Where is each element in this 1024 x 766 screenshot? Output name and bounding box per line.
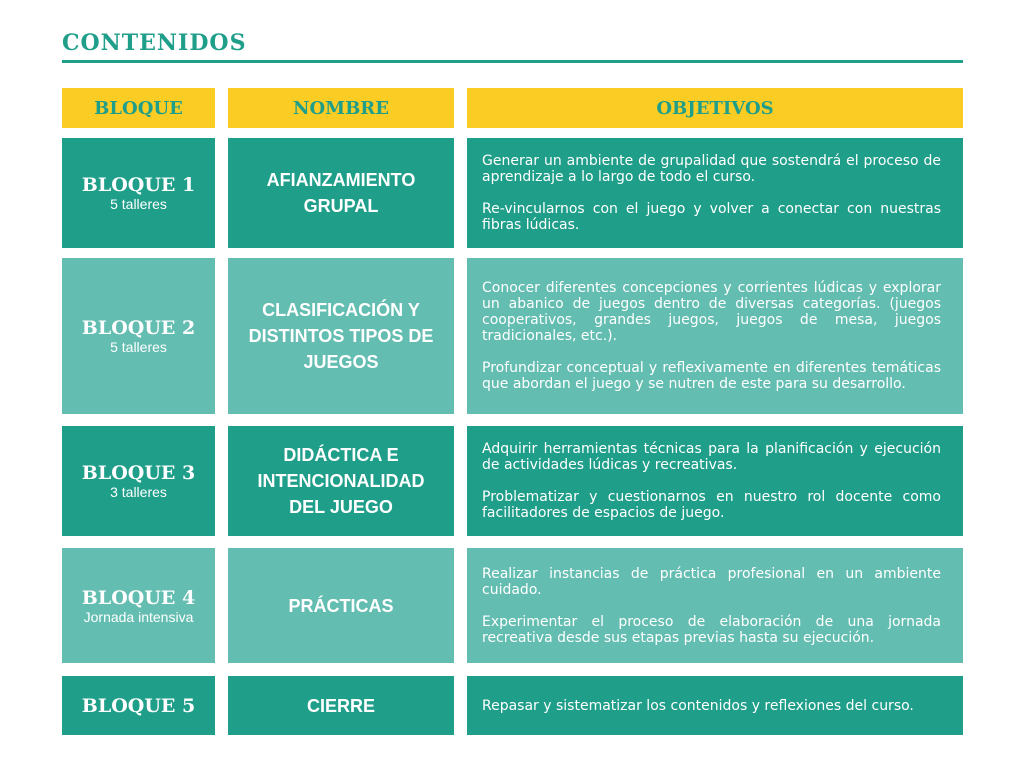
- row-3-bloque: BLOQUE 3: [81, 462, 196, 484]
- row-4-bloque-cell: [62, 548, 215, 663]
- row-3-objetivo-1: Adquirir herramientas técnicas para la planificación y ejecución de actividades lúdicas y recreativas.: [482, 441, 941, 473]
- row-4-objetivo-1: Realizar instancias de práctica profesional en un ambiente cuidado.: [482, 565, 941, 598]
- row-1-bloque-cell: [62, 138, 215, 248]
- row-3-nombre: DIDÁCTICA E INTENCIONALIDAD DEL JUEGO: [257, 445, 425, 517]
- title-divider: [62, 60, 963, 63]
- row-2-nombre-cell: [228, 258, 454, 414]
- row-5-objetivos-cell: [467, 676, 963, 735]
- row-1-bloque: BLOQUE 1: [81, 174, 196, 196]
- row-5-nombre-cell: [228, 676, 454, 735]
- row-5-nombre: CIERRE: [306, 695, 375, 716]
- row-1-objetivo-2: Re-vincularnos con el juego y volver a conectar con nuestras fibras lúdicas.: [482, 201, 941, 233]
- row-1-objetivo-1: Generar un ambiente de grupalidad que sostendrá el proceso de aprendizaje a lo largo de todo el curso.: [482, 153, 941, 185]
- row-3-objetivos-cell: [467, 426, 963, 536]
- row-4-nombre: PRÁCTICAS: [288, 595, 394, 616]
- row-4-bloque: BLOQUE 4: [81, 586, 196, 609]
- row-5-bloque-cell: [62, 676, 215, 735]
- row-5-objetivo-1: Repasar y sistematizar los contenidos y reflexiones del curso.: [482, 697, 914, 714]
- row-2-objetivo-2: Profundizar conceptual y reflexivamente en diferentes temáticas que abordan el juego y se nutren de este para su desarrollo.: [482, 360, 941, 392]
- header-bloque: BLOQUE: [62, 88, 215, 128]
- page-title: CONTENIDOS: [62, 30, 247, 56]
- row-3-objetivo-2: Problematizar y cuestionarnos en nuestro rol docente como facilitadores de espacios de juego.: [482, 489, 941, 521]
- row-1-nombre-cell: [228, 138, 454, 248]
- row-4-objetivos-cell: [467, 548, 963, 663]
- row-3-bloque-cell: [62, 426, 215, 536]
- row-4-sub: Jornada intensiva: [83, 608, 194, 625]
- row-3-nombre-cell: [228, 426, 454, 536]
- row-2-sub: 5 talleres: [110, 339, 167, 355]
- row-1-objetivos-cell: [467, 138, 963, 248]
- row-2-bloque: BLOQUE 2: [81, 317, 196, 339]
- row-2-objetivos-cell: [467, 258, 963, 414]
- header-nombre: NOMBRE: [228, 88, 454, 128]
- row-2-nombre: CLASIFICACIÓN Y DISTINTOS TIPOS DE JUEGOS: [248, 300, 434, 372]
- row-4-objetivo-2: Experimentar el proceso de elaboración de una jornada recreativa desde sus etapas previas hasta su ejecución.: [482, 613, 941, 646]
- header-objetivos: OBJETIVOS: [467, 88, 963, 128]
- row-4-nombre-cell: [228, 548, 454, 663]
- row-2-objetivo-1: Conocer diferentes concepciones y corrientes lúdicas y explorar un abanico de juegos dentro de diversas categorías. (juegos cooperativos, grandes juegos, juegos de mesa, juegos tradicionales, etc.).: [482, 280, 941, 344]
- row-5-bloque: BLOQUE 5: [81, 694, 196, 717]
- row-1-nombre: AFIANZAMIENTO GRUPAL: [266, 170, 416, 216]
- row-3-sub: 3 talleres: [110, 484, 167, 500]
- row-1-sub: 5 talleres: [110, 196, 167, 212]
- row-2-bloque-cell: [62, 258, 215, 414]
